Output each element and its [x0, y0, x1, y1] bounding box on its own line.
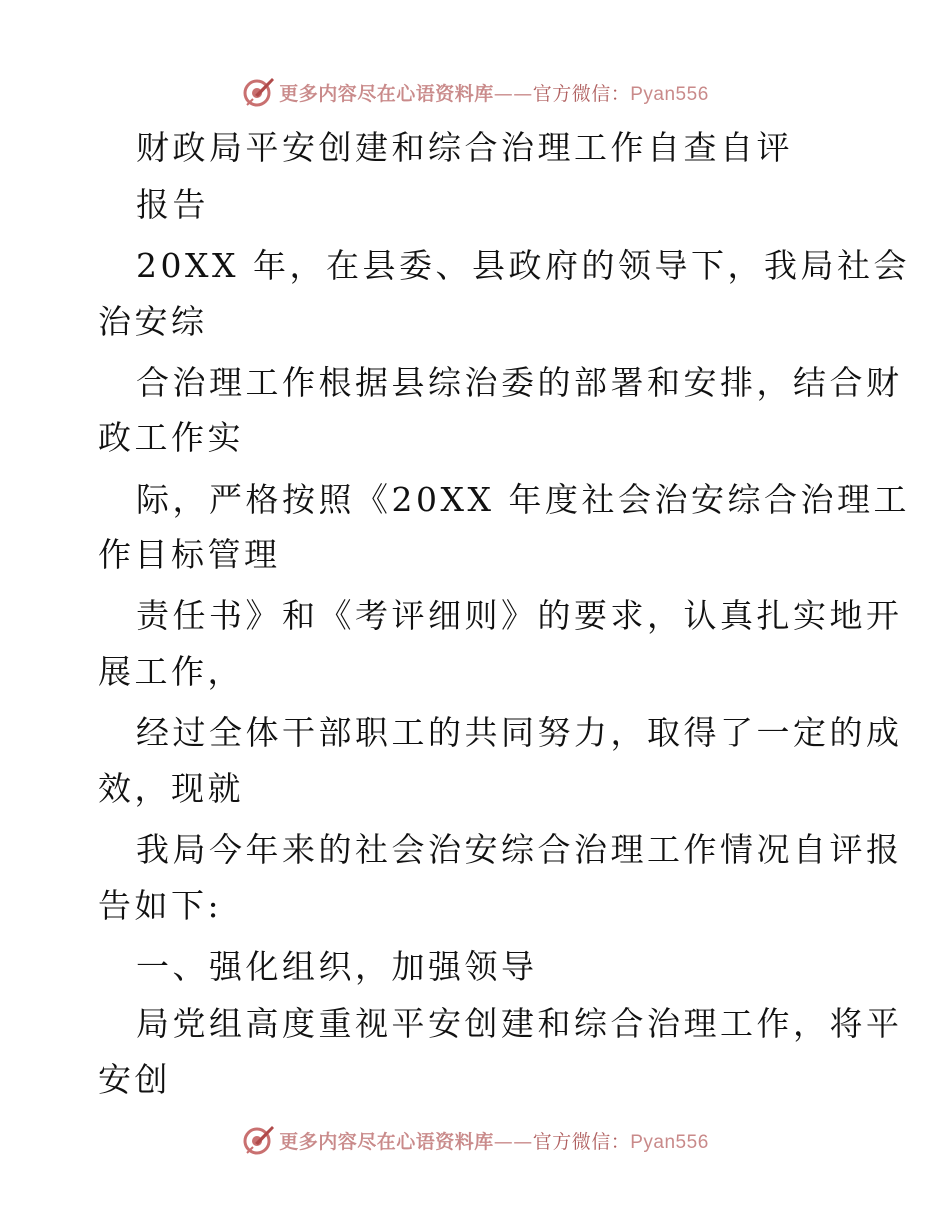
doc-text-line: 经过全体干部职工的共同努力，取得了一定的成	[136, 713, 903, 752]
doc-text-line: 安创	[98, 1060, 171, 1099]
watermark-text	[279, 1127, 709, 1154]
watermark-separator: ——	[493, 1130, 533, 1153]
doc-text-line: 政工作实	[98, 418, 244, 457]
watermark-brand: 更多内容尽在心语资料库	[279, 82, 494, 105]
doc-text-line: 治安综	[98, 302, 208, 341]
doc-title-line-2: 报告	[136, 185, 209, 224]
watermark-label: 官方微信：	[532, 1130, 631, 1153]
watermark-brand: 更多内容尽在心语资料库	[279, 1130, 494, 1153]
doc-text-line: 我局今年来的社会治安综合治理工作情况自评报	[136, 830, 903, 869]
doc-text-line: 际，严格按照《20XX 年度社会治安综合治理工	[136, 480, 910, 519]
header-watermark	[0, 72, 950, 112]
doc-text-line: 局党组高度重视平安创建和综合治理工作，将平	[136, 1004, 903, 1043]
watermark-wechat-id: Pyan556	[630, 83, 709, 105]
doc-text-line: 展工作，	[98, 652, 244, 691]
doc-text-line: 合治理工作根据县综治委的部署和安排，结合财	[136, 363, 903, 402]
footer-watermark	[0, 1120, 950, 1160]
doc-text-line: 作目标管理	[98, 535, 281, 574]
quill-pen-logo-icon	[241, 75, 275, 109]
watermark-wechat-id: Pyan556	[630, 1131, 709, 1153]
watermark-label: 官方微信：	[532, 82, 631, 105]
doc-text-line: 效，现就	[98, 769, 244, 808]
doc-text-line: 20XX 年，在县委、县政府的领导下，我局社会	[136, 246, 910, 285]
quill-pen-logo-icon	[241, 1123, 275, 1157]
watermark-text	[279, 79, 709, 106]
doc-text-line: 告如下:	[98, 886, 223, 925]
doc-title-line-1: 财政局平安创建和综合治理工作自查自评	[136, 128, 793, 167]
watermark-separator: ——	[493, 82, 533, 105]
doc-text-line: 责任书》和《考评细则》的要求，认真扎实地开	[136, 596, 903, 635]
doc-section-heading: 一、强化组织，加强领导	[136, 947, 538, 986]
